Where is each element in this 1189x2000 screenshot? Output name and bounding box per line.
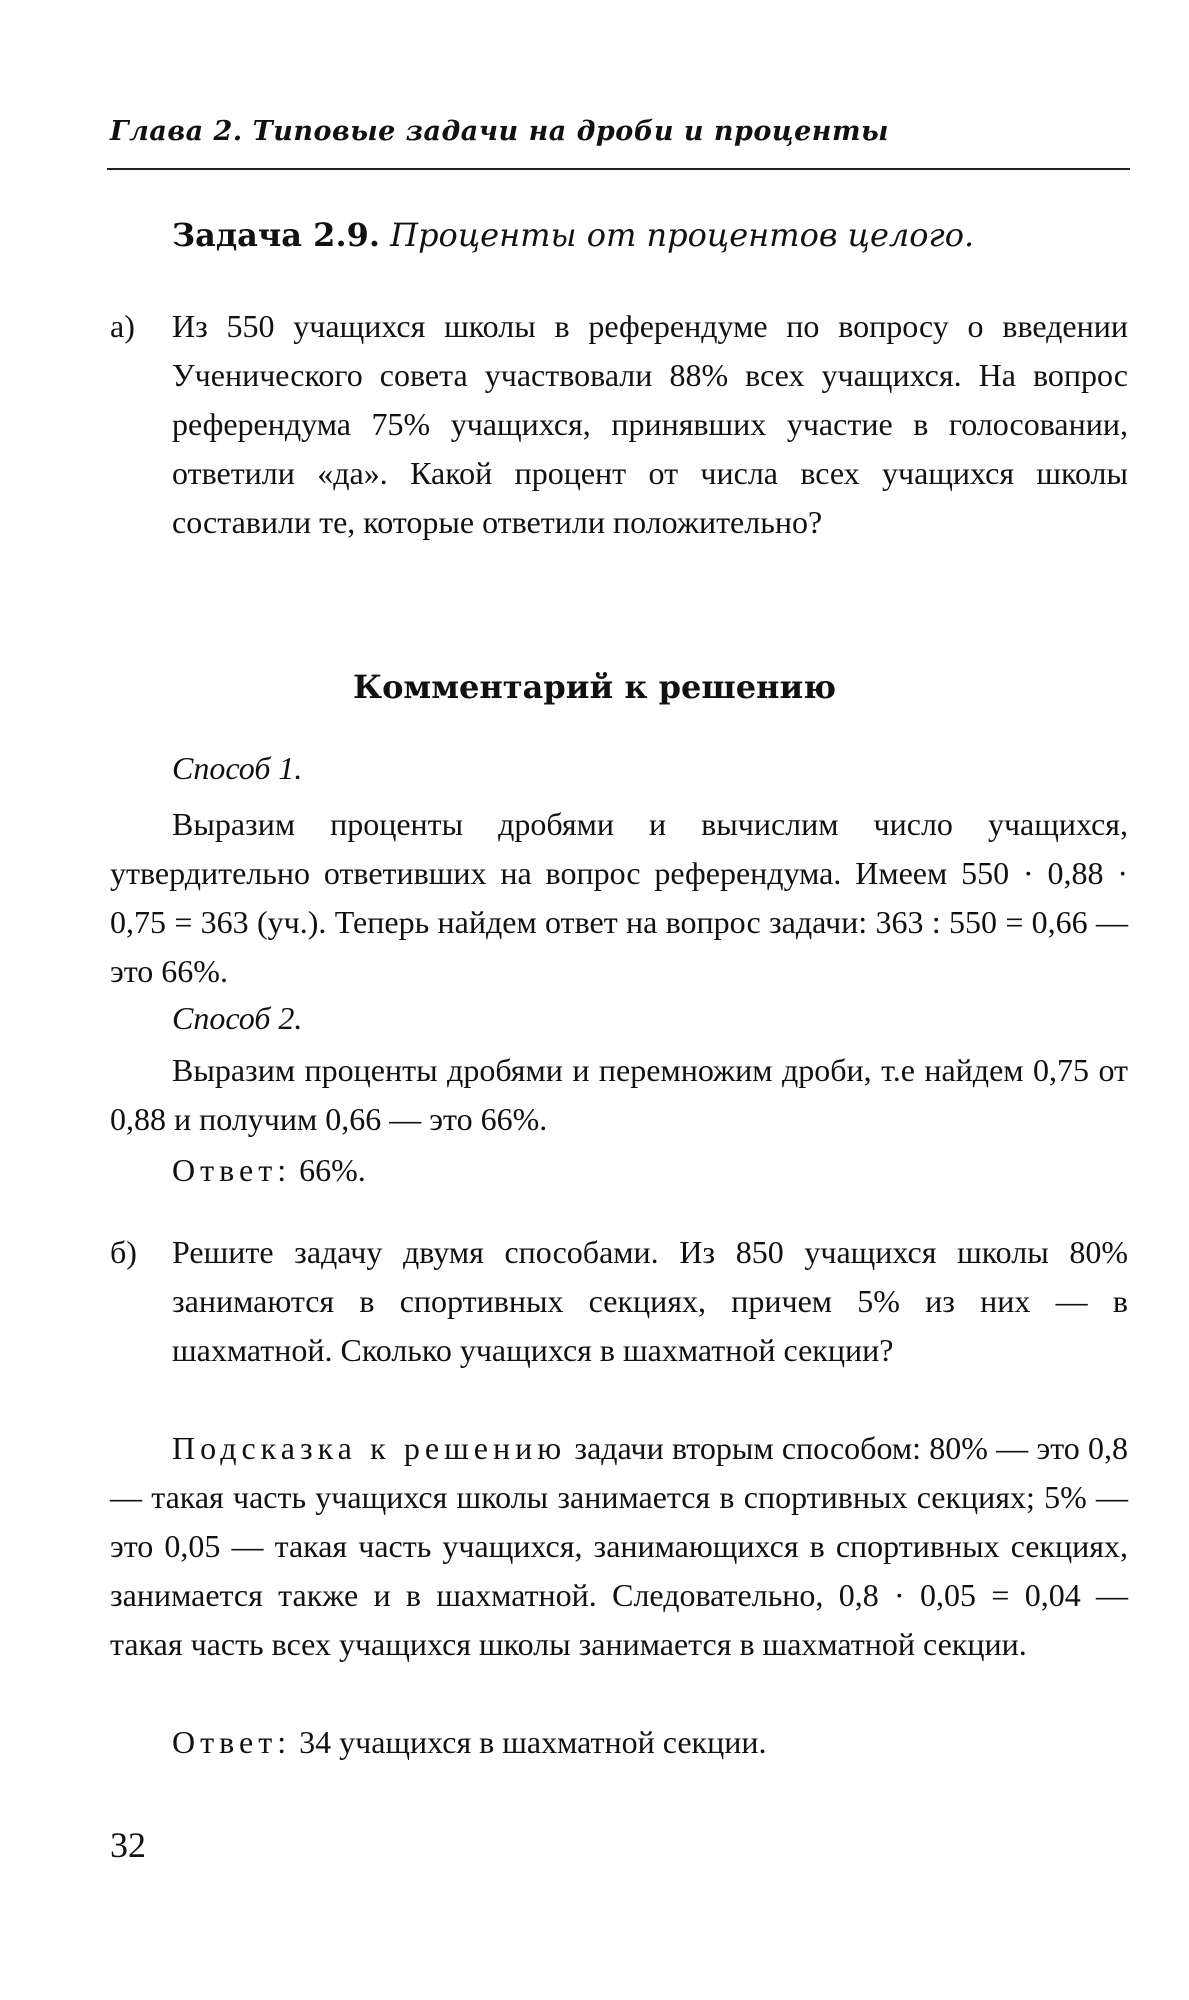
part-b-marker: б) (110, 1234, 137, 1270)
running-header: Глава 2. Типовые задачи на дроби и проценты (110, 116, 889, 147)
task-title (172, 216, 1072, 254)
part-a-text: Из 550 учащихся школы в референдуме по вопросу о введении Ученического совета участвовали 88% всех учащихся. На вопрос референдума 75% учащихся, принявших участие в голосовании, ответили «да». Какой процент от числа всех учащихся школы составили те, которые ответили положительно? (172, 308, 1128, 540)
method-1-text: Выразим проценты дробями и вычислим число учащихся, утвердительно ответивших на вопрос референдума. Имеем 550 · 0,88 · 0,75 = 363 (уч.). Теперь найдем ответ на вопрос задачи: 363 : 550 = 0,66 — это 66%. (110, 806, 1128, 989)
comment-heading: Комментарий к решению (352, 668, 837, 706)
hint (110, 1424, 1128, 1669)
header-rule (107, 168, 1130, 170)
answer-b (172, 1718, 1128, 1767)
task-title-text: Проценты от процентов целого. (390, 216, 975, 254)
answer-a (172, 1146, 1128, 1195)
method-2-label: Способ 2. (172, 1000, 303, 1036)
method-2-text: Выразим проценты дробями и перемножим дроби, т.е найдем 0,75 от 0,88 и получим 0,66 — это 66%. (110, 1052, 1128, 1137)
page-number: 32 (110, 1825, 146, 1865)
part-a-marker: а) (110, 308, 135, 344)
part-b-text: Решите задачу двумя способами. Из 850 учащихся школы 80% занимаются в спортивных секциях, причем 5% из них — в шахматной. Сколько учащихся в шахматной секции? (172, 1234, 1128, 1368)
task-label: Задача 2.9. (172, 216, 380, 254)
answer-b-value: 34 учащихся в шахматной секции. (299, 1724, 767, 1760)
answer-a-value: 66%. (299, 1152, 366, 1188)
method-1-label: Способ 1. (172, 750, 303, 786)
answer-b-label: Ответ: (172, 1724, 292, 1760)
answer-a-label: Ответ: (172, 1152, 292, 1188)
hint-label: Подсказка к решению (172, 1430, 567, 1466)
hint-text: задачи вторым способом: 80% — это 0,8 — такая часть учащихся школы занимается в спортивных секциях; 5% — это 0,05 — такая часть учащихся, занимающихся в спортивных секциях, занимается также и в шахматной. Следовательно, 0,8 · 0,05 = 0,04 — такая часть всех учащихся школы занимается в шахматной секции. (110, 1430, 1129, 1662)
